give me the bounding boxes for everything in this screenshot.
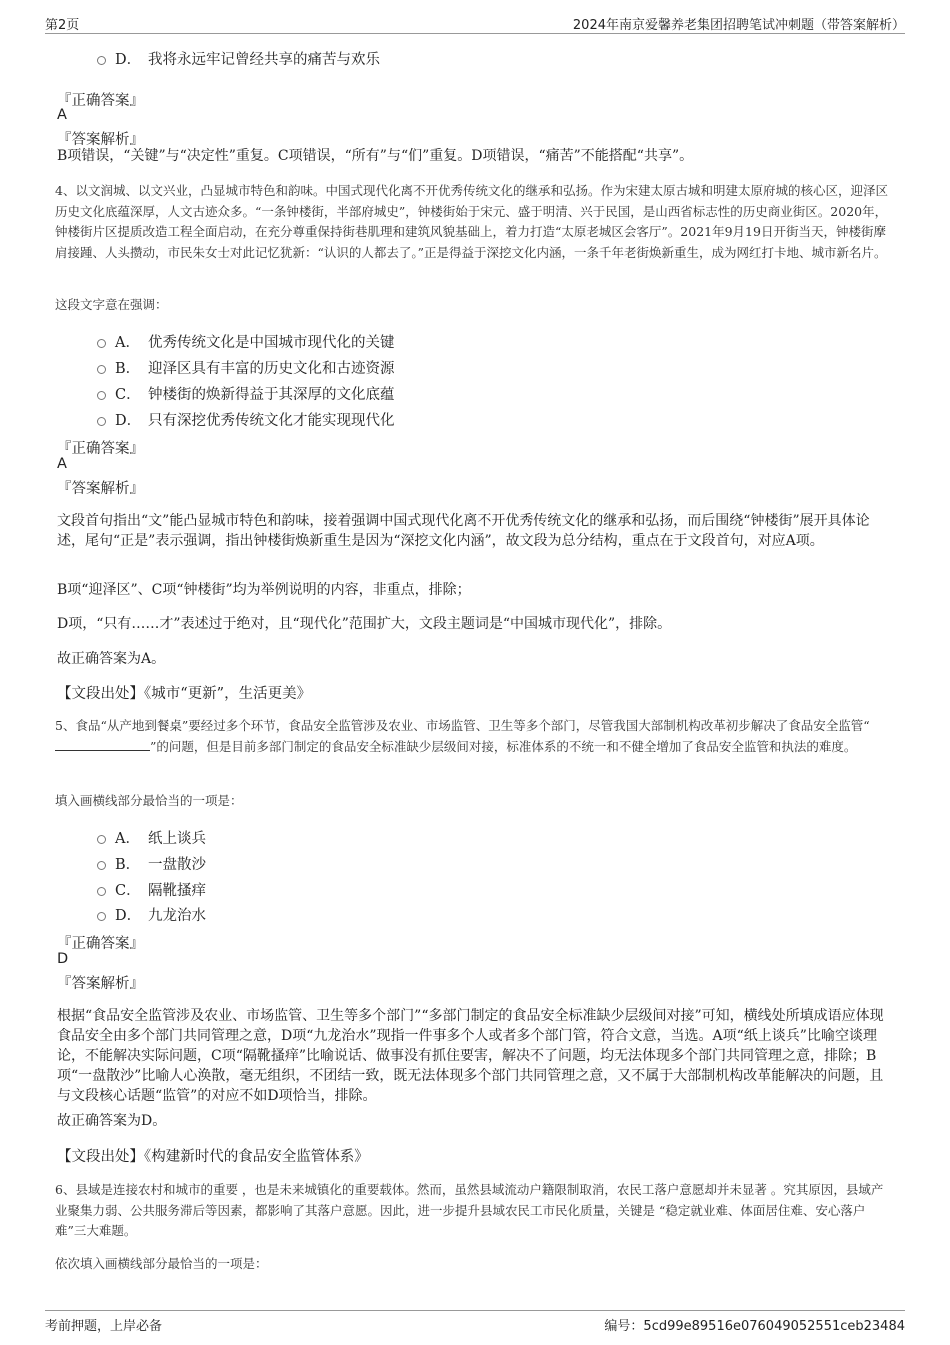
q3-option-d[interactable]	[97, 48, 380, 69]
q5-conclusion: 故正确答案为D。	[57, 1113, 167, 1129]
q5-source: 【文段出处】《构建新时代的食品安全监管体系》	[57, 1149, 369, 1165]
radio-icon[interactable]	[97, 912, 106, 921]
option-text: 钟楼街的焕新得益于其深厚的文化底蕴	[148, 387, 395, 403]
option-letter: A．	[115, 831, 140, 847]
page-number: 第2页	[45, 18, 80, 33]
q4-analysis-label: 『答案解析』	[57, 481, 144, 497]
q4-option-d[interactable]	[97, 409, 395, 430]
option-letter: C．	[115, 387, 141, 403]
q3-answer-label: 『正确答案』	[57, 93, 144, 109]
q5-option-d[interactable]	[97, 904, 206, 925]
footer-code-value: 5cd99e89516e076049052551ceb23484	[643, 1319, 905, 1334]
option-text: 九龙治水	[148, 908, 206, 924]
radio-icon[interactable]	[97, 887, 106, 896]
document-title: 2024年南京爱馨养老集团招聘笔试冲刺题（带答案解析）	[572, 18, 905, 33]
option-letter: A．	[115, 335, 140, 351]
footer-code	[604, 1315, 905, 1334]
q4-stem: 这段文字意在强调：	[55, 297, 168, 312]
q3-analysis: B项错误，“关键”与“决定性”重复。C项错误，“所有”与“们”重复。D项错误，“痛苦”不能搭配“共享”。	[57, 148, 694, 164]
q5-passage-before: 5、食品“从产地到餐桌”要经过多个环节，食品安全监管涉及农业、市场监管、卫生等多个部门，尽管我国大部制机构改革初步解决了食品安全监管“	[55, 718, 870, 733]
q6-stem: 依次填入画横线部分最恰当的一项是：	[55, 1256, 268, 1271]
footer-divider	[45, 1310, 905, 1311]
q5-passage	[55, 716, 895, 757]
option-letter: D．	[115, 52, 142, 68]
q6-passage: 6、县域是连接农村和城市的重要 ，也是未来城镇化的重要载体。然而，虽然县域流动户籍限制取消，农民工落户意愿却并未显著 。究其原因，县域产业聚集力弱、公共服务滞后等因素，都影响了其落户意愿。因此，进一步提升县域农民工市民化质量，关键是 “稳定就业难、体面居住难、安心落户难”三大难题。	[55, 1182, 884, 1238]
option-letter: D．	[115, 908, 142, 924]
q5-blank-line	[55, 738, 150, 751]
footer-code-label: 编号：	[604, 1319, 644, 1334]
option-text: 隔靴搔痒	[148, 883, 206, 899]
q4-conclusion: 故正确答案为A。	[57, 651, 166, 667]
option-text: 一盘散沙	[148, 857, 206, 873]
option-text: 纸上谈兵	[148, 831, 206, 847]
q4-answer: A	[57, 456, 67, 472]
radio-icon[interactable]	[97, 391, 106, 400]
q5-analysis: 根据“食品安全监管涉及农业、市场监管、卫生等多个部门”“多部门制定的食品安全标准缺少层级间对接”可知，横线处所填成语应体现食品安全由多个部门共同管理之意，D项“九龙治水”现指一件事多个人或者多个部门管，符合文意，当选。A项“纸上谈兵”比喻空谈理论，不能解决实际问题，C项“隔靴搔痒”比喻说话、做事没有抓住要害，解决不了问题，均无法体现多个部门共同管理之意，排除；B项“一盘散沙”比喻人心涣散，毫无组织，不团结一致，既无法体现多个部门共同管理之意，又不属于大部制机构改革能解决的问题，且与文段核心话题“监管”的对应不如D项恰当，排除。	[57, 1008, 884, 1104]
option-text: 只有深挖优秀传统文化才能实现现代化	[148, 413, 395, 429]
option-letter: B．	[115, 361, 141, 377]
q5-passage-after: ”的问题，但是目前多部门制定的食品安全标准缺少层级间对接，标准体系的不统一和不健全增加了食品安全监管和执法的难度。	[150, 738, 857, 754]
q4-answer-label: 『正确答案』	[57, 441, 144, 457]
q4-option-c[interactable]	[97, 383, 395, 404]
option-letter: C．	[115, 883, 141, 899]
q4-analysis-paragraph-1: 文段首句指出“文”能凸显城市特色和韵味，接着强调中国式现代化离不开优秀传统文化的继承和弘扬，而后围绕“钟楼街”展开具体论述，尾句“正是”表示强调，指出钟楼街焕新重生是因为“深挖文化内涵”，故文段为总分结构，重点在于文段首句，对应A项。	[57, 513, 870, 549]
q4-analysis-paragraph-2: B项“迎泽区”、C项“钟楼街”均为举例说明的内容，非重点，排除；	[57, 582, 471, 598]
radio-icon[interactable]	[97, 861, 106, 870]
radio-icon[interactable]	[97, 417, 106, 426]
radio-icon[interactable]	[97, 835, 106, 844]
q4-passage: 4、以文润城、以文兴业，凸显城市特色和韵味。中国式现代化离不开优秀传统文化的继承和弘扬。作为宋建太原古城和明建太原府城的核心区，迎泽区历史文化底蕴深厚，人文古迹众多。“一条钟楼街，半部府城史”，钟楼街始于宋元、盛于明清、兴于民国，是山西省标志性的历史商业街区。2020年，钟楼街片区提质改造工程全面启动，在充分尊重保持街巷肌理和建筑风貌基础上，着力打造“太原老城区会客厅”。2021年9月19日开街当天，钟楼街摩肩接踵、人头攒动，市民朱女士对此记忆犹新：“认识的人都去了。”正是得益于深挖文化内涵，一条千年老街焕新重生，成为网红打卡地、城市新名片。	[55, 183, 888, 260]
header-divider	[45, 33, 905, 34]
q5-analysis-label: 『答案解析』	[57, 976, 144, 992]
option-text: 优秀传统文化是中国城市现代化的关键	[148, 335, 395, 351]
q4-option-a[interactable]	[97, 331, 395, 352]
q5-option-c[interactable]	[97, 879, 206, 900]
q5-stem: 填入画横线部分最恰当的一项是：	[55, 793, 243, 808]
q5-answer: D	[57, 951, 69, 967]
footer-slogan: 考前押题，上岸必备	[45, 1319, 163, 1334]
q3-analysis-label: 『答案解析』	[57, 132, 144, 148]
q4-analysis-paragraph-3: D项，“只有……才”表述过于绝对，且“现代化”范围扩大，文段主题词是“中国城市现代化”，排除。	[57, 616, 672, 632]
radio-icon[interactable]	[97, 339, 106, 348]
radio-icon[interactable]	[97, 365, 106, 374]
q5-option-b[interactable]	[97, 853, 206, 874]
q4-source: 【文段出处】《城市“更新”，生活更美》	[57, 686, 312, 702]
radio-icon[interactable]	[97, 56, 106, 65]
option-text: 我将永远牢记曾经共享的痛苦与欢乐	[148, 52, 380, 68]
option-letter: B．	[115, 857, 141, 873]
q4-option-b[interactable]	[97, 357, 395, 378]
q5-option-a[interactable]	[97, 827, 206, 848]
q5-answer-label: 『正确答案』	[57, 936, 144, 952]
option-letter: D．	[115, 413, 142, 429]
option-text: 迎泽区具有丰富的历史文化和古迹资源	[148, 361, 395, 377]
q3-answer: A	[57, 107, 67, 123]
